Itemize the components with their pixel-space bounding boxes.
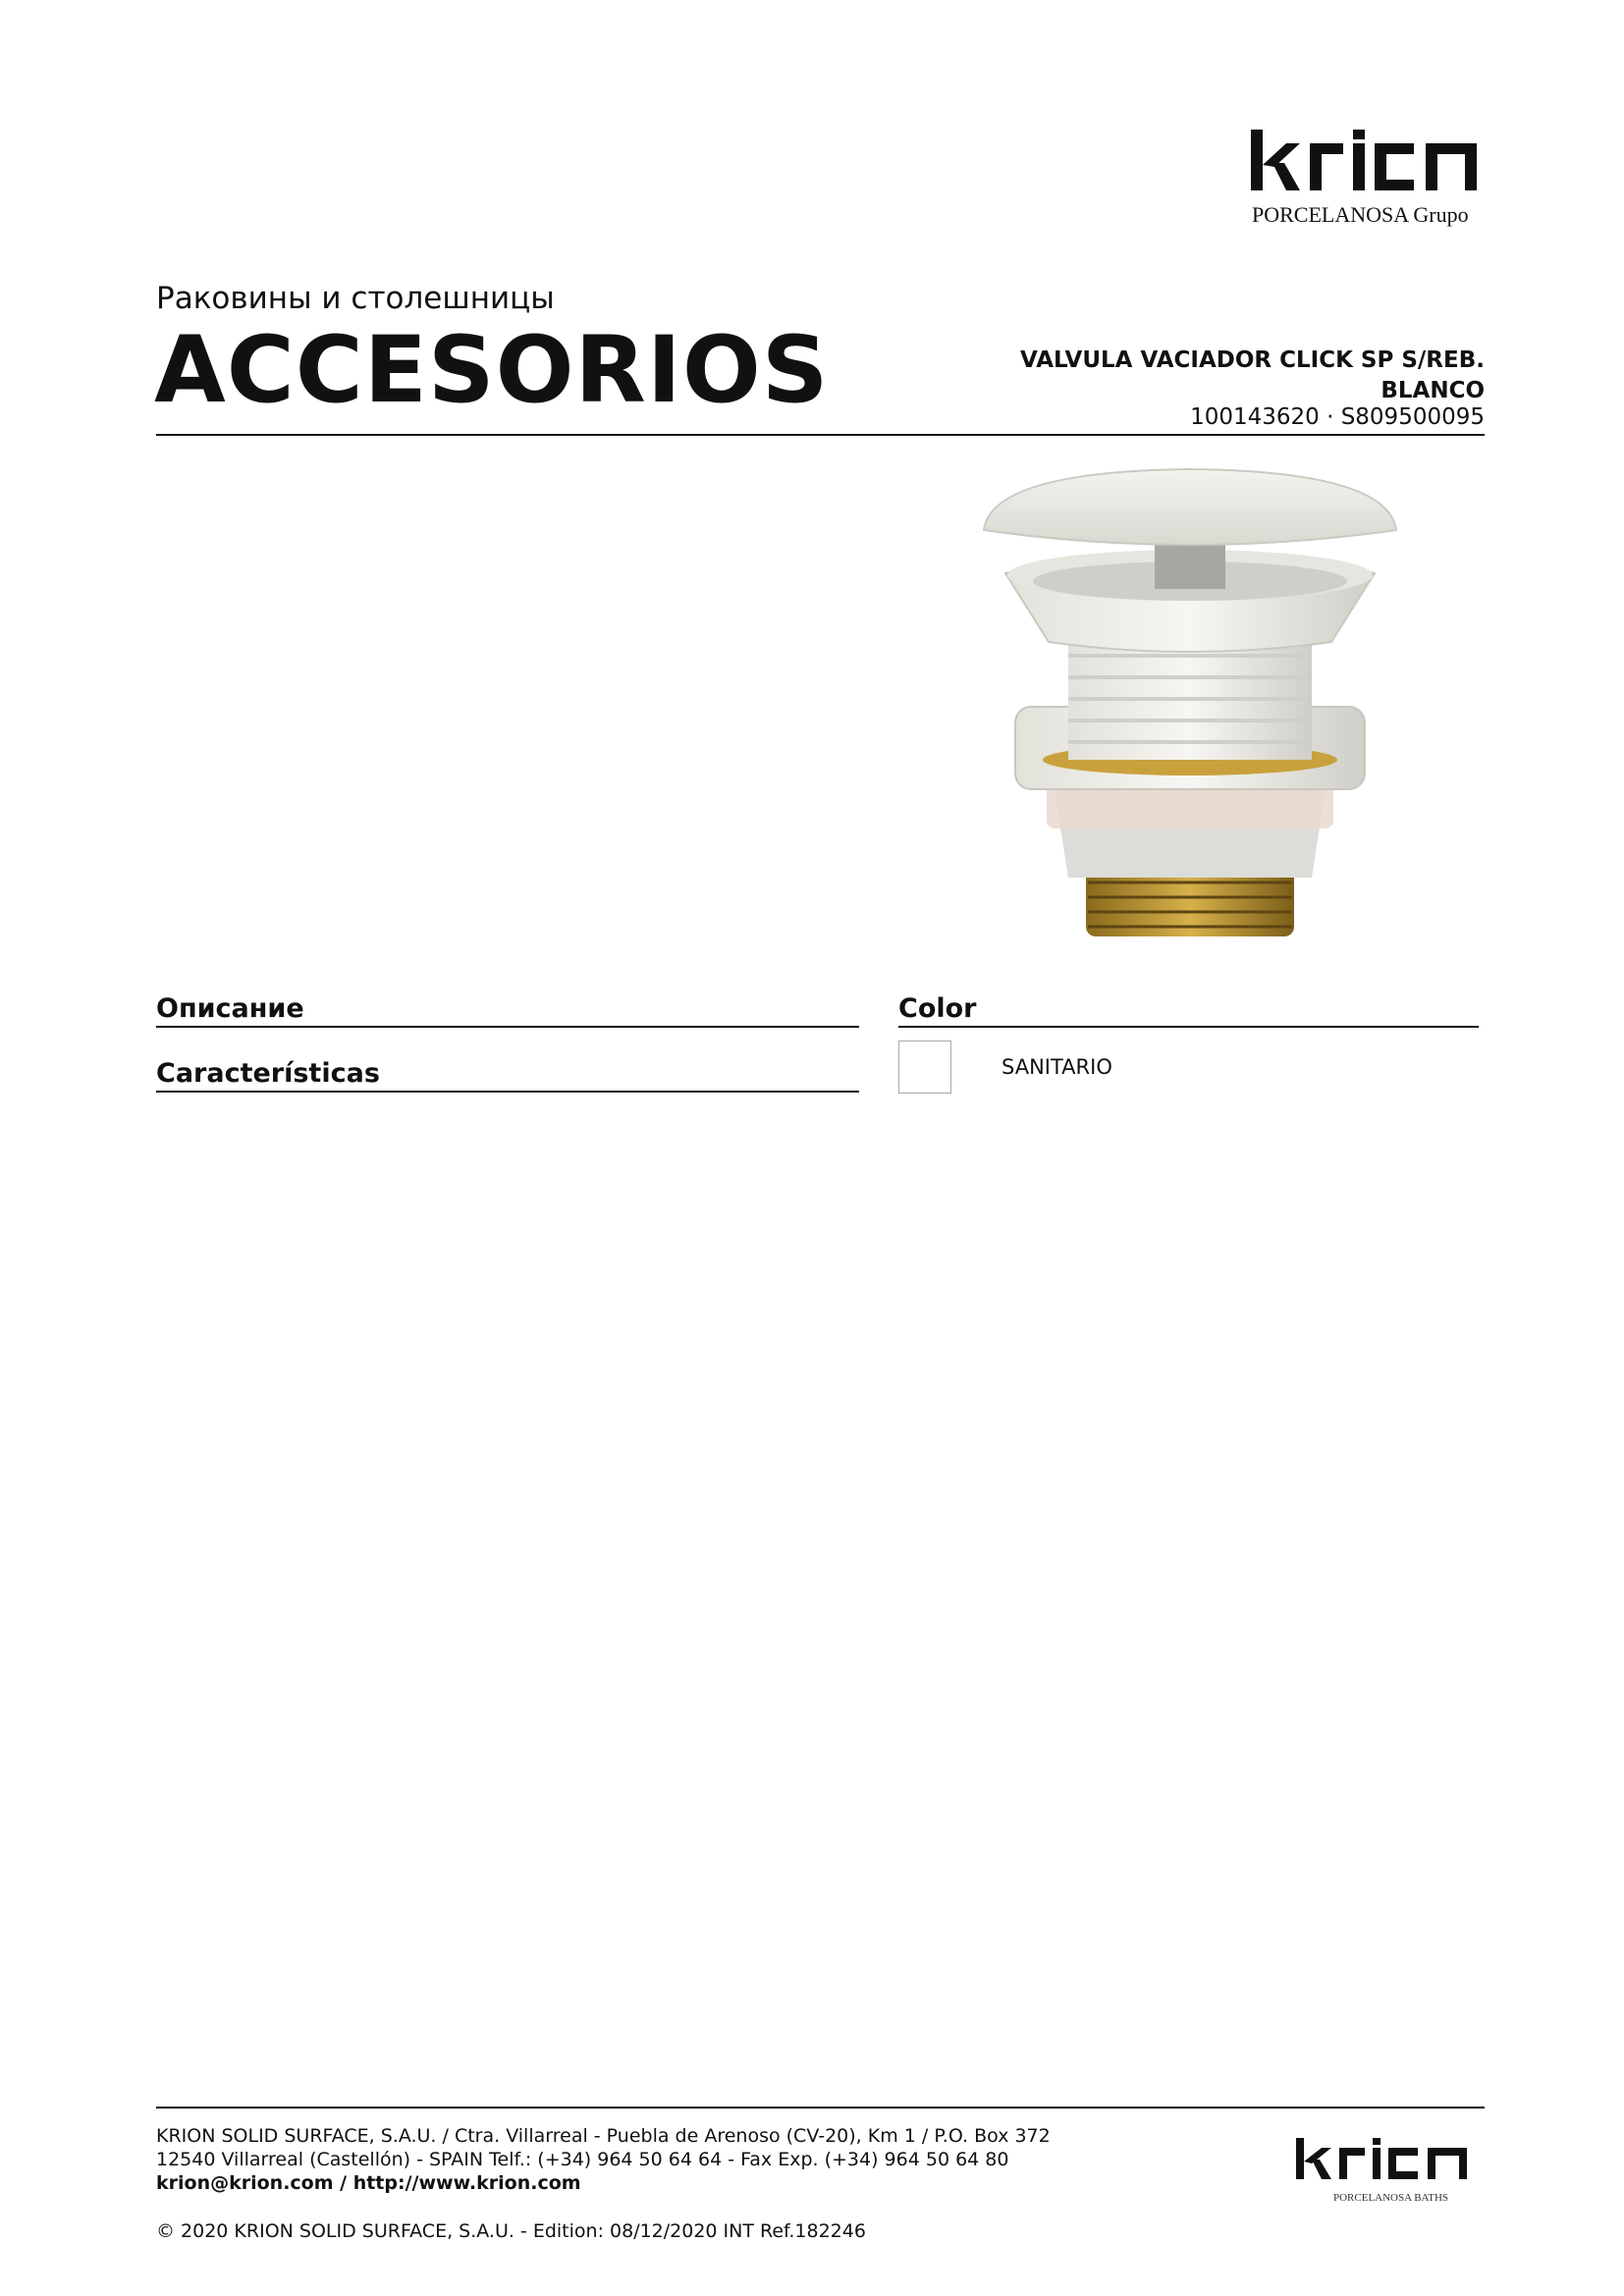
color-heading: Color [898, 993, 1479, 1028]
page-title: ACCESORIOS [154, 317, 830, 424]
header-divider [156, 434, 1485, 436]
features-heading: Características [156, 1058, 859, 1093]
footer-contact: 12540 Villarreal (Castellón) - SPAIN Telf.: (+34) 964 50 64 64 - Fax Exp. (+34) 964 50 64 80 [156, 2149, 1009, 2170]
product-code: 100143620 · S809500095 [1190, 404, 1485, 430]
color-swatch [898, 1041, 951, 1094]
color-swatch-label: SANITARIO [1001, 1055, 1112, 1079]
product-image [978, 465, 1402, 956]
product-name [935, 346, 1485, 406]
footer-web-links[interactable]: krion@krion.com / http://www.krion.com [156, 2172, 581, 2194]
category-label: Раковины и столешницы [156, 281, 555, 316]
krion-logo-sub: PORCELANOSA Grupo [1252, 202, 1469, 227]
product-name-line2: BLANCO [1380, 378, 1485, 403]
description-heading: Описание [156, 993, 859, 1028]
krion-logo [1249, 126, 1485, 234]
footer-divider [156, 2107, 1485, 2109]
footer-copyright: © 2020 KRION SOLID SURFACE, S.A.U. - Edition: 08/12/2020 INT Ref.182246 [156, 2220, 866, 2242]
krion-footer-logo-sub: PORCELANOSA BATHS [1333, 2192, 1449, 2204]
footer-address: KRION SOLID SURFACE, S.A.U. / Ctra. Villarreal - Puebla de Arenoso (CV-20), Km 1 / P.O. Box 372 [156, 2125, 1051, 2147]
product-name-line1: VALVULA VACIADOR CLICK SP S/REB. [1020, 347, 1485, 373]
krion-footer-logo [1294, 2132, 1471, 2209]
